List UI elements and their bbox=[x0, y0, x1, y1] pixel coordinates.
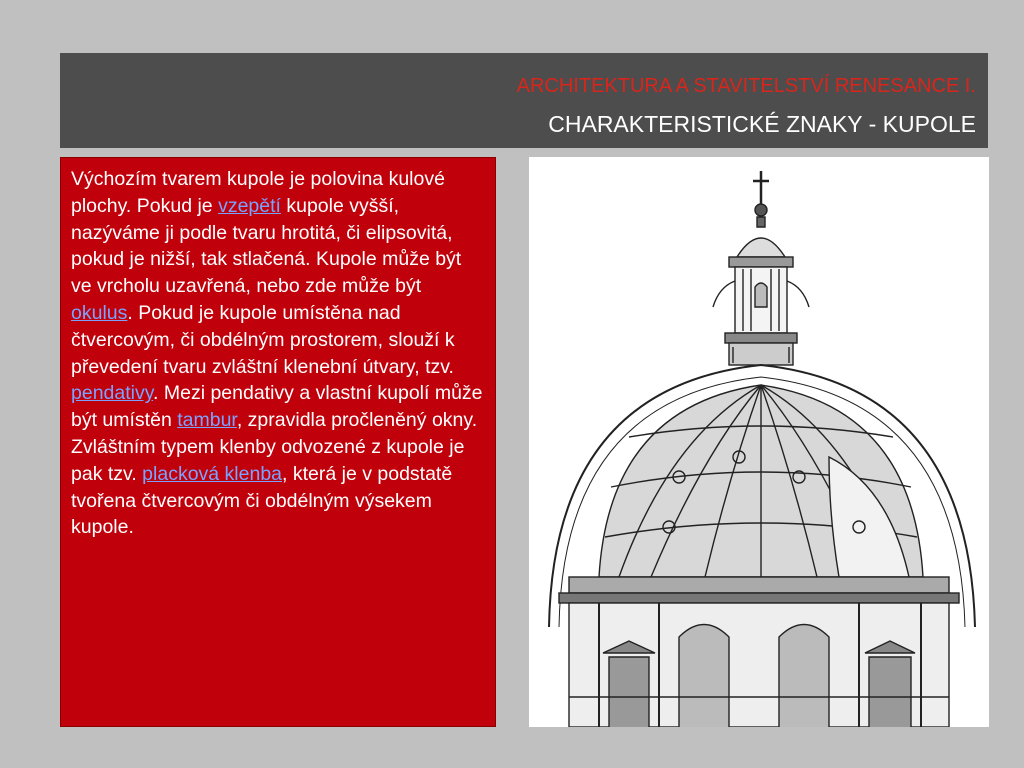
text-segment: . Mezi pendativy a vlastní kupolí může být umístěn bbox=[71, 382, 483, 432]
link-plackova-klenba[interactable]: placková klenba bbox=[142, 462, 283, 485]
dome-illustration bbox=[529, 157, 989, 727]
text-segment: kupole vyšší, nazýváme ji podle tvaru hrotitá, či elipsovitá, pokud je nižší, tak stlačená. Kupole může být ve vrcholu uzavřená, nebo zde může být bbox=[71, 194, 462, 298]
dome-section-drawing bbox=[529, 157, 989, 727]
link-okulus[interactable]: okulus bbox=[71, 301, 128, 324]
presentation-title: ARCHITEKTURA A STAVITELSTVÍ RENESANCE I. bbox=[516, 75, 976, 97]
slide-title: CHARAKTERISTICKÉ ZNAKY - KUPOLE bbox=[548, 111, 976, 137]
text-panel bbox=[60, 157, 496, 727]
title-bar bbox=[60, 53, 988, 148]
text-segment: . Pokud je kupole umístěna nad čtvercovým, či obdélným prostorem, slouží k převedení tvaru zvláštní klenební útvary, tzv. bbox=[71, 301, 455, 378]
text-segment: , zpravidla pročleněný okny. Zvláštním typem klenby odvozené z kupole je pak tzv. bbox=[71, 409, 478, 485]
link-vzepeti[interactable]: vzepětí bbox=[218, 194, 281, 217]
link-tambur[interactable]: tambur bbox=[177, 409, 237, 432]
body-paragraph bbox=[71, 166, 487, 541]
link-pendativy[interactable]: pendativy bbox=[71, 382, 154, 405]
text-segment: Výchozím tvarem kupole je polovina kulové plochy. Pokud je bbox=[71, 168, 445, 217]
text-segment: , která je v podstatě tvořena čtvercovým či obdélným výsekem kupole. bbox=[71, 462, 453, 539]
